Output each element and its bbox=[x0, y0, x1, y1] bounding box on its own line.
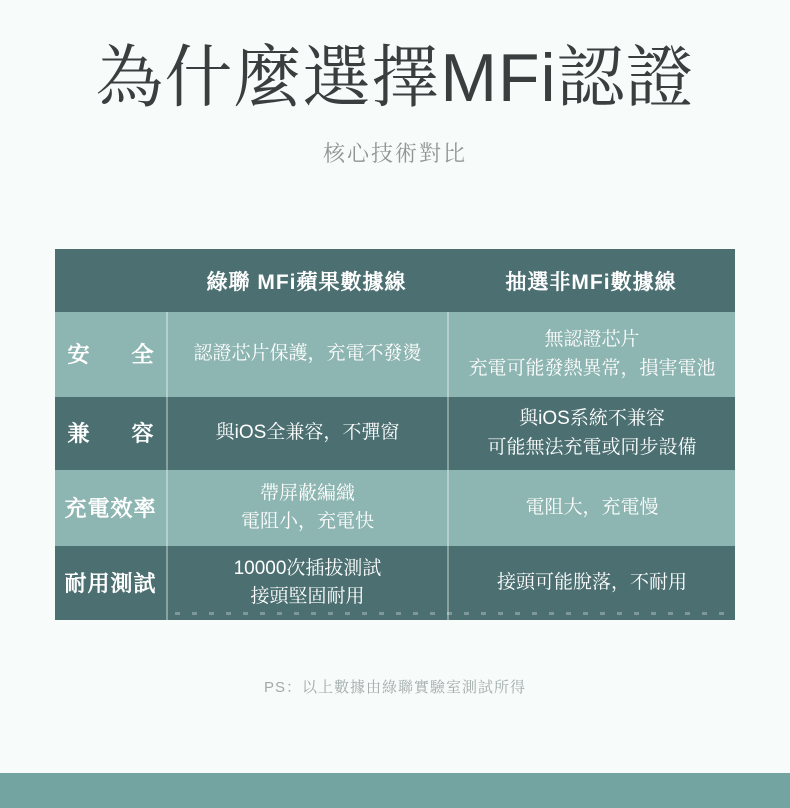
cell-line: 無認證芯片 bbox=[544, 329, 640, 350]
page-subtitle: 核心技術對比 bbox=[322, 141, 467, 166]
row-label-compatibility bbox=[55, 397, 166, 470]
table-row-charging-efficiency bbox=[55, 470, 735, 546]
cell-line: 電阻大，充電慢 bbox=[525, 496, 659, 518]
cell-durability-non-mfi bbox=[447, 546, 735, 620]
cell-safety-mfi bbox=[166, 312, 447, 397]
table-header-row bbox=[55, 249, 735, 312]
cell-charging-mfi bbox=[166, 470, 447, 546]
row-label-char: 容 bbox=[131, 421, 154, 446]
row-label-char: 兼 bbox=[67, 421, 90, 446]
cell-line: 與iOS全兼容，不彈窗 bbox=[215, 422, 400, 444]
cell-line: 認證芯片保護，充電不發燙 bbox=[193, 343, 422, 365]
row-label-safety bbox=[55, 312, 166, 397]
table-row-safety bbox=[55, 312, 735, 397]
cell-line: 可能無法充電或同步設備 bbox=[487, 436, 697, 458]
row-label-durability: 耐用測試 bbox=[64, 570, 157, 596]
cell-line: 10000次插拔測試 bbox=[233, 557, 382, 579]
table-header-non-mfi-column: 抽選非MFi數據線 bbox=[505, 270, 677, 294]
row-label-char: 全 bbox=[131, 342, 154, 367]
cell-line: 接頭可能脫落，不耐用 bbox=[496, 571, 687, 593]
dashed-separator bbox=[175, 612, 725, 615]
table-row-durability bbox=[55, 546, 735, 620]
page-title: 為什麼選擇MFi認證 bbox=[95, 40, 695, 116]
cell-compatibility-non-mfi bbox=[447, 397, 735, 470]
bottom-teal-band bbox=[0, 773, 790, 808]
cell-line: 充電可能發熱異常，損害電池 bbox=[468, 357, 716, 379]
comparison-table bbox=[55, 249, 735, 620]
cell-line: 接頭堅固耐用 bbox=[250, 586, 365, 607]
row-label-char: 安 bbox=[67, 342, 90, 367]
cell-durability-mfi bbox=[166, 546, 447, 620]
cell-charging-non-mfi bbox=[447, 470, 735, 546]
cell-line: 電阻小，充電快 bbox=[240, 511, 374, 532]
footnote-text: PS：以上數據由綠聯實驗室測試所得 bbox=[263, 679, 526, 696]
cell-line: 帶屏蔽編織 bbox=[259, 482, 355, 504]
cell-compatibility-mfi bbox=[166, 397, 447, 470]
cell-safety-non-mfi bbox=[447, 312, 735, 397]
table-row-compatibility bbox=[55, 397, 735, 470]
row-label-charging-efficiency: 充電效率 bbox=[64, 495, 157, 521]
cell-line: 與iOS系統不兼容 bbox=[519, 408, 665, 429]
table-header-mfi-column: 綠聯 MFi蘋果數據線 bbox=[206, 270, 407, 294]
table-header-corner bbox=[55, 249, 166, 312]
